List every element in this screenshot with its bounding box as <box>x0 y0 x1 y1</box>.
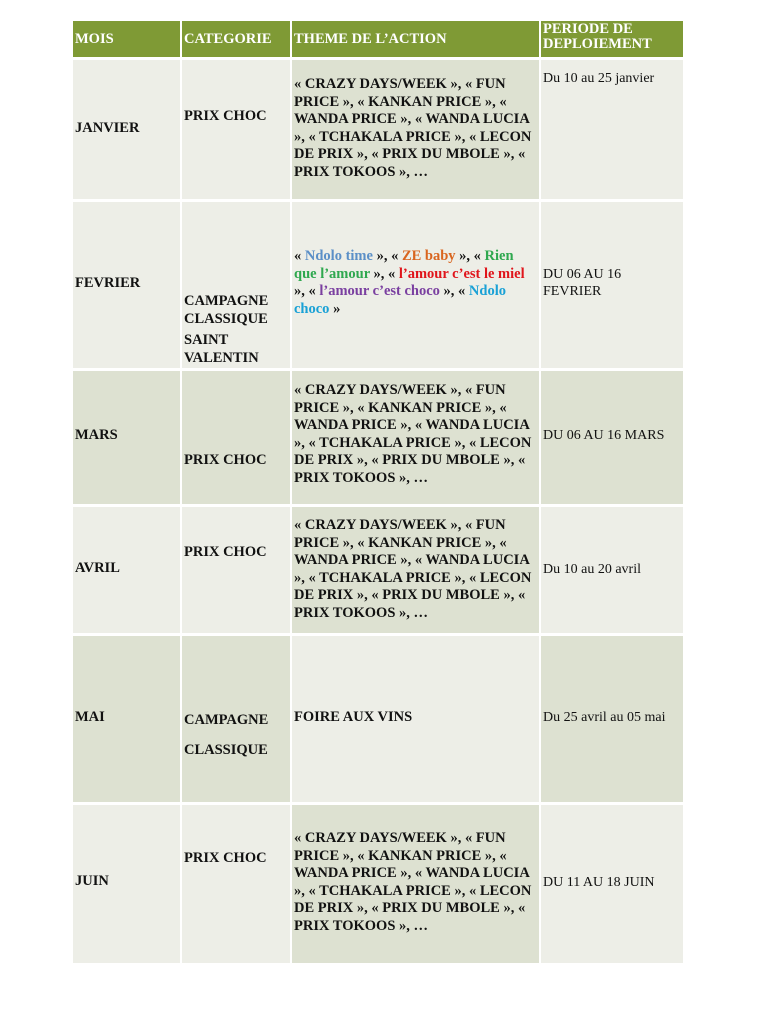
periode-text: Du 25 avril au 05 mai <box>543 710 666 725</box>
cell-categorie <box>182 636 292 805</box>
theme-part-blue: Ndolo time <box>304 248 373 264</box>
periode-text: DU 06 AU 16 FEVRIER <box>543 267 622 299</box>
categorie-label: CAMPAGNE CLASSIQUE <box>184 293 269 327</box>
theme-text: FOIRE AUX VINS <box>294 709 413 725</box>
deployment-table <box>73 21 683 966</box>
cell-mois <box>73 371 182 507</box>
categorie-label: PRIX CHOC <box>184 452 267 468</box>
cell-categorie <box>182 60 292 202</box>
header-mois: MOIS <box>73 21 182 60</box>
categorie-sublabel: SAINT VALENTIN <box>184 332 259 366</box>
mois-label: FEVRIER <box>75 275 141 291</box>
theme-part-red: l’amour c’est le miel <box>398 265 525 282</box>
cell-periode <box>541 636 683 805</box>
theme-part-purple: l’amour c’est choco <box>319 283 440 299</box>
theme-text: « CRAZY DAYS/WEEK », « FUN PRICE », « KANKAN PRICE », « WANDA PRICE », « WANDA LUCIA », « TCHAKALA PRICE », « LECON DE PRIX », « PRIX DU MBOLE », « PRIX TOKOOS », … <box>294 382 532 486</box>
cell-categorie <box>182 202 292 371</box>
cell-mois <box>73 636 182 805</box>
cell-mois <box>73 202 182 371</box>
cell-theme <box>292 60 541 202</box>
cell-mois <box>73 60 182 202</box>
mois-label: MAI <box>75 709 105 725</box>
table-row-mai <box>73 636 683 805</box>
theme-part-punct: », « <box>369 265 399 282</box>
theme-part-punct: « <box>294 248 305 264</box>
cell-theme <box>292 805 541 966</box>
mois-label: MARS <box>75 427 118 443</box>
cell-theme <box>292 507 541 636</box>
header-categorie: CATEGORIE <box>182 21 292 60</box>
cell-categorie <box>182 805 292 966</box>
theme-part-punct: », « <box>439 283 469 299</box>
cell-mois <box>73 507 182 636</box>
cell-periode <box>541 805 683 966</box>
periode-text: Du 10 au 25 janvier <box>543 71 655 86</box>
table-row-juin <box>73 805 683 966</box>
cell-theme <box>292 202 541 371</box>
cell-periode <box>541 202 683 371</box>
theme-text: « CRAZY DAYS/WEEK », « FUN PRICE », « KANKAN PRICE », « WANDA PRICE », « WANDA LUCIA », « TCHAKALA PRICE », « LECON DE PRIX », « PRIX DU MBOLE », « PRIX TOKOOS », … <box>294 517 532 621</box>
header-periode: PERIODE DE DEPLOIEMENT <box>541 21 683 60</box>
cell-categorie <box>182 371 292 507</box>
cell-categorie <box>182 507 292 636</box>
mois-label: JUIN <box>75 873 109 889</box>
table-header-row <box>73 21 683 60</box>
cell-periode <box>541 507 683 636</box>
theme-part-punct: » <box>329 300 341 317</box>
table-row-fevrier <box>73 202 683 371</box>
theme-part-punct: », « <box>294 283 320 299</box>
mois-label: JANVIER <box>75 120 140 136</box>
header-theme: THEME DE L’ACTION <box>292 21 541 60</box>
cell-periode <box>541 371 683 507</box>
mois-label: AVRIL <box>75 560 120 576</box>
table-row-janvier <box>73 60 683 202</box>
categorie-label: PRIX CHOC <box>184 850 267 866</box>
theme-part-punct: », « <box>372 248 402 264</box>
periode-text: Du 10 au 20 avril <box>543 562 641 577</box>
theme-text <box>294 248 537 318</box>
table-row-avril <box>73 507 683 636</box>
periode-text: DU 11 AU 18 JUIN <box>543 875 655 890</box>
periode-text: DU 06 AU 16 MARS <box>543 428 665 443</box>
theme-part-punct: », « <box>455 248 485 264</box>
categorie-label: PRIX CHOC <box>184 108 267 124</box>
theme-text: « CRAZY DAYS/WEEK », « FUN PRICE », « KANKAN PRICE », « WANDA PRICE », « WANDA LUCIA », « TCHAKALA PRICE », « LECON DE PRIX », « PRIX DU MBOLE », « PRIX TOKOOS », … <box>294 830 532 934</box>
categorie-label: CAMPAGNE <box>184 712 269 728</box>
theme-text: « CRAZY DAYS/WEEK », « FUN PRICE », « KANKAN PRICE », « WANDA PRICE », « WANDA LUCIA », « TCHAKALA PRICE », « LECON DE PRIX », « PRIX DU MBOLE », « PRIX TOKOOS », … <box>294 76 532 180</box>
cell-theme <box>292 371 541 507</box>
table-row-mars <box>73 371 683 507</box>
theme-part-green: Rien que l’amour <box>294 248 514 282</box>
theme-part-orange: ZE baby <box>401 248 456 264</box>
categorie-label: PRIX CHOC <box>184 544 267 560</box>
cell-periode <box>541 60 683 202</box>
cell-mois <box>73 805 182 966</box>
categorie-sublabel: CLASSIQUE <box>184 742 268 758</box>
theme-part-cyan: Ndolo choco <box>294 283 506 317</box>
cell-theme <box>292 636 541 805</box>
